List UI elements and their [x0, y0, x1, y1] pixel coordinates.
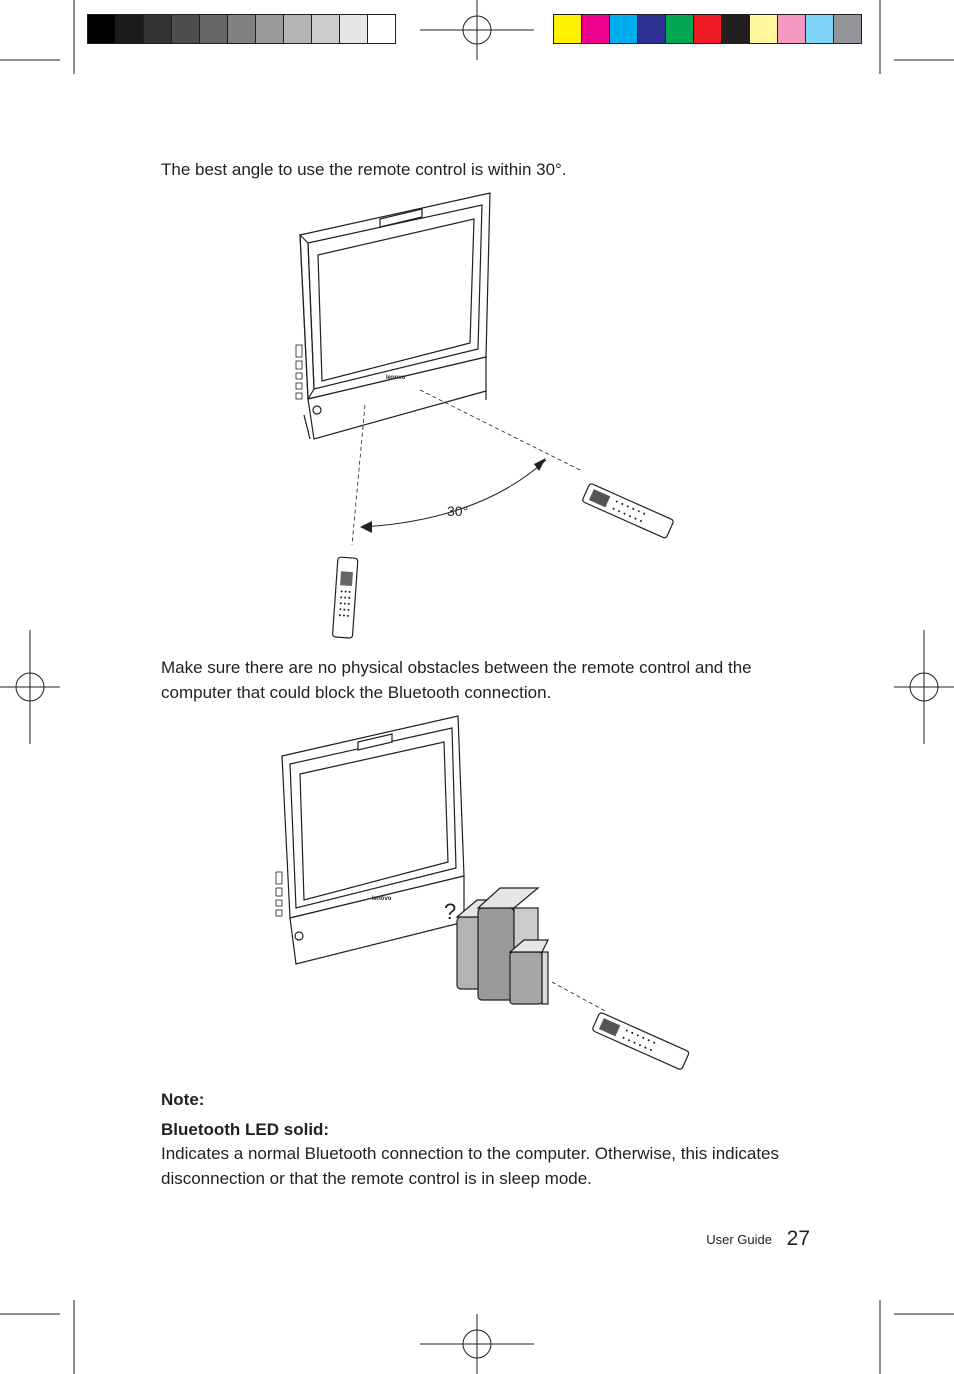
- intro-text: The best angle to use the remote control is within 30°.: [161, 160, 567, 179]
- remote-control-front: [332, 557, 358, 638]
- registration-target-top: [420, 0, 534, 60]
- obstacle-text: Make sure there are no physical obstacles between the remote control and the computer that could block the Bluetooth connection.: [161, 658, 752, 702]
- registration-target-right: [894, 630, 954, 744]
- books-obstacle: [457, 888, 548, 1004]
- figure-obstacles: [262, 712, 702, 1072]
- note-body: Indicates a normal Bluetooth connection to the computer. Otherwise, this indicates disconnection or that the remote control is in sleep mode.: [161, 1144, 780, 1188]
- remote-control-obstructed: [592, 1012, 690, 1070]
- question-mark: ?: [444, 899, 457, 924]
- note-heading: Note:: [161, 1090, 205, 1109]
- angle-label: 30°: [447, 503, 469, 519]
- registration-target-left: [0, 630, 60, 744]
- page-number: 27: [786, 1227, 810, 1250]
- monitor-logo-2: lenovo: [372, 896, 392, 902]
- note-subheading: Bluetooth LED solid:: [161, 1120, 330, 1139]
- remote-control-angled: [582, 483, 674, 539]
- monitor-logo: lenovo: [386, 375, 406, 381]
- figure-remote-angle: [280, 185, 700, 645]
- footer-label: User Guide: [706, 1232, 772, 1247]
- monitor-illustration: [296, 193, 490, 439]
- monitor-illustration-2: [276, 716, 464, 964]
- registration-target-bottom: [420, 1314, 534, 1374]
